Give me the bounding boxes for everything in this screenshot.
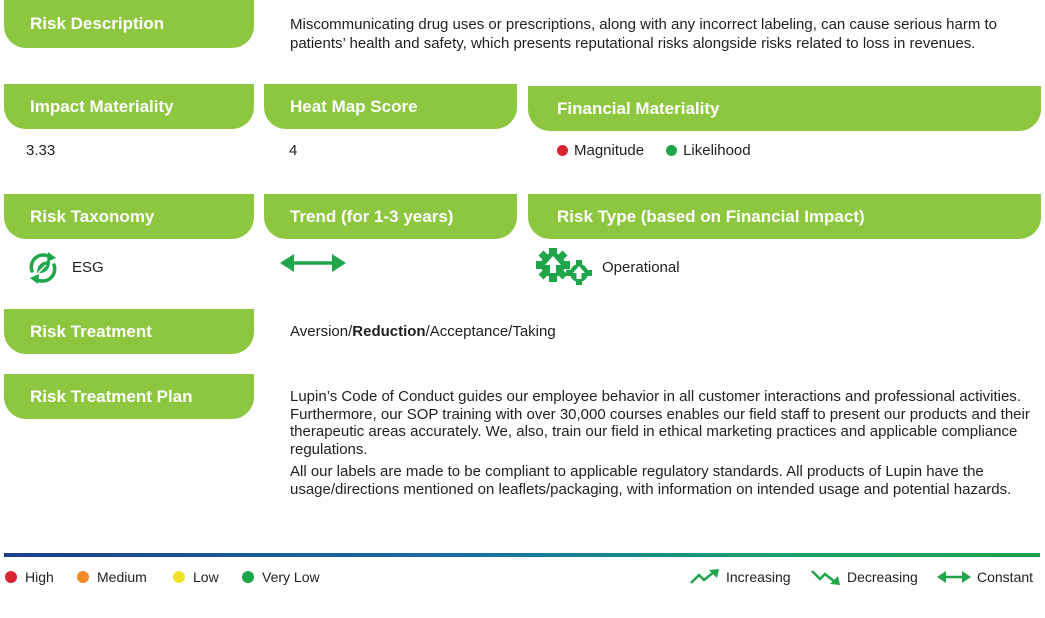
risk-taxonomy-label: Risk Taxonomy	[30, 206, 155, 226]
risk-description-header	[4, 0, 254, 48]
impact-materiality-value: 3.33	[26, 142, 56, 159]
medium-dot	[77, 571, 89, 583]
legend-increasing	[690, 569, 791, 585]
magnitude-dot	[557, 145, 568, 156]
legend-decreasing	[811, 569, 918, 585]
legend-medium-label: Medium	[97, 569, 147, 585]
low-dot	[173, 571, 185, 583]
legend-medium	[77, 569, 147, 585]
treatment-separator: /	[348, 323, 353, 340]
treatment-separator: /	[508, 323, 513, 340]
risk-type-value: Operational	[602, 259, 680, 276]
magnitude-label: Magnitude	[574, 142, 645, 159]
legend-decreasing-label: Decreasing	[847, 569, 918, 585]
treatment-taking: Taking	[512, 323, 556, 340]
legend-very-low-label: Very Low	[262, 569, 320, 585]
risk-description-text: Miscommunicating drug uses or prescriptions, along with any incorrect labeling, can cause serious harm to patients’ health and safety, which presents reputational risks alongside risks related to loss in revenues.	[290, 16, 997, 52]
trend-label: Trend (for 1-3 years)	[290, 206, 454, 226]
risk-type-label: Risk Type (based on Financial Impact)	[557, 206, 865, 226]
risk-treatment-plan-label: Risk Treatment Plan	[30, 386, 193, 406]
treatment-aversion: Aversion	[290, 323, 349, 340]
legend-high	[5, 569, 54, 585]
treatment-separator: /	[425, 323, 430, 340]
risk-treatment-header	[4, 309, 254, 354]
heat-map-score-header	[264, 84, 517, 129]
legend-constant	[937, 569, 1033, 585]
decreasing-arrow-icon	[811, 569, 841, 585]
trend-header	[264, 194, 517, 239]
risk-treatment-label: Risk Treatment	[30, 321, 152, 341]
high-dot	[5, 571, 17, 583]
likelihood-dot	[666, 145, 677, 156]
risk-type-header	[528, 194, 1041, 239]
likelihood-label: Likelihood	[683, 142, 751, 159]
impact-materiality-label: Impact Materiality	[30, 96, 174, 116]
financial-materiality-values	[557, 142, 751, 159]
esg-leaf-cycle-icon	[24, 249, 62, 287]
constant-arrow-icon	[280, 252, 346, 274]
risk-treatment-plan-header	[4, 374, 254, 419]
treatment-plan-paragraph-2: All our labels are made to be compliant to applicable regulatory standards. All products of Lupin have the usage/directions mentioned on leaflets/packaging, with information on intended usage and potential hazards.	[290, 463, 1012, 498]
heat-map-score-label: Heat Map Score	[290, 96, 418, 116]
risk-taxonomy-header	[4, 194, 254, 239]
treatment-reduction-selected: Reduction	[352, 323, 426, 340]
increasing-arrow-icon	[690, 569, 720, 585]
gears-icon	[536, 247, 594, 285]
risk-treatment-plan-text	[290, 388, 1035, 498]
legend-constant-label: Constant	[977, 569, 1034, 585]
legend-increasing-label: Increasing	[726, 569, 791, 585]
treatment-acceptance: Acceptance	[429, 323, 509, 340]
legend-low-label: Low	[193, 569, 219, 585]
financial-materiality-label: Financial Materiality	[557, 98, 720, 118]
constant-arrow-icon	[937, 570, 971, 584]
risk-description-label: Risk Description	[30, 14, 165, 33]
legend-high-label: High	[25, 569, 54, 585]
risk-taxonomy-value: ESG	[72, 259, 104, 276]
heat-map-score-value: 4	[289, 142, 298, 159]
financial-materiality-header	[528, 86, 1041, 131]
legend-divider-bar	[4, 553, 1040, 557]
legend-low	[173, 569, 219, 585]
treatment-plan-paragraph-1: Lupin’s Code of Conduct guides our employee behavior in all customer interactions and professional activities. Furthermore, our SOP training with over 30,000 courses enables our field staff to present our products and their therapeutic areas accurately. We, also, train our field in ethical marketing practices and applicable compliance regulations.	[290, 388, 1030, 458]
very-low-dot	[242, 571, 254, 583]
legend-very-low	[242, 569, 320, 585]
impact-materiality-header	[4, 84, 254, 129]
risk-treatment-options	[290, 323, 556, 340]
